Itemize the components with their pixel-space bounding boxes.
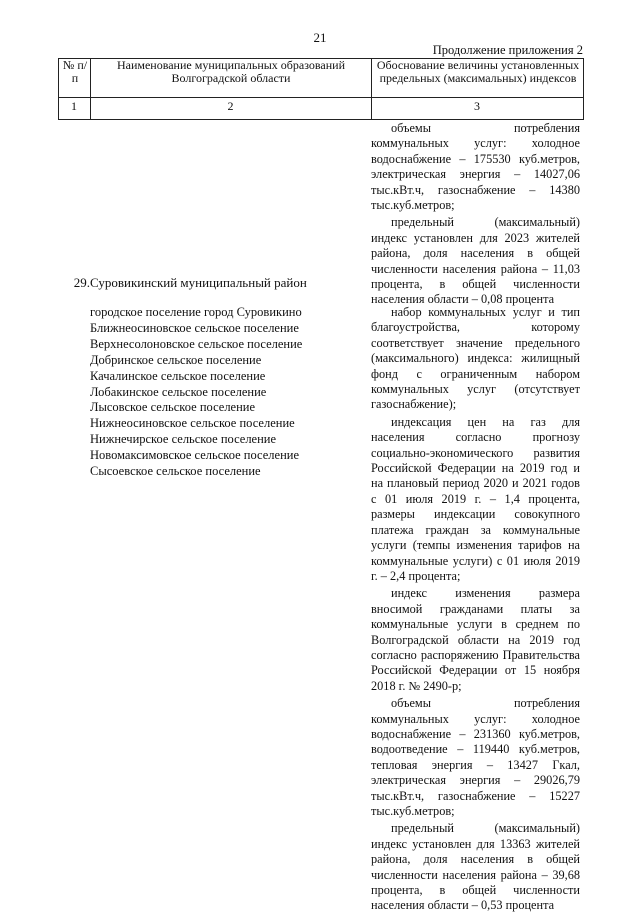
table-header xyxy=(58,58,584,120)
paragraph: объемы потребления коммунальных услуг: холодное водоснабжение – 231360 куб.метров, водоотведение – 119440 куб.метров, тепловая энергия – 13427 Гкал, электрическая энергия – 29026,79 тыс.кВт.ч, газоснабжение – 15227 тыс.куб.метров; xyxy=(371,696,580,818)
page-number: 21 xyxy=(313,30,327,45)
list-item: городское поселение город Суровикино xyxy=(90,305,302,319)
list-item: Лобакинское сельское поселение xyxy=(90,384,267,399)
list-item: Ближнеосиновское сельское поселение xyxy=(90,320,299,335)
list-item: Нижнечирское сельское поселение xyxy=(90,432,277,447)
paragraph: предельный (максимальный) индекс установлен для 2023 жителей района, доля населения в общей численности населения района – 11,03 процента, в общей численности населения области – 0,08 процента xyxy=(371,215,580,307)
header-col-number: № п/п xyxy=(62,58,88,85)
row-number: 29. xyxy=(73,275,90,290)
paragraph: набор коммунальных услуг и тип благоустройства, которому соответствует значение предельного (максимального) индекса: жилищный фонд с ограниченным набором коммунальных услуг (отсутствует газоснабжение); xyxy=(371,305,580,412)
settlements-list xyxy=(90,305,302,480)
list-item: Верхнесолоновское сельское поселение xyxy=(90,336,303,351)
list-item: Добринское сельское поселение xyxy=(90,352,262,367)
list-item: Качалинское сельское поселение xyxy=(90,368,266,383)
header-col-name: Наименование муниципальных образований Волгоградской области xyxy=(116,58,346,85)
row-justification xyxy=(371,305,580,916)
paragraph: индекс изменения размера вносимой гражданами платы за коммунальные услуги в среднем по Волгоградской области на 2019 год согласно распоряжению Правительства Российской Федерации от 15 ноября 2018 г. № 2490-р; xyxy=(371,586,580,693)
paragraph: предельный (максимальный) индекс установлен для 13363 жителей района, доля населения в общей численности населения района – 39,68 процента, в общей численности населения области – 0,53 процента xyxy=(371,821,580,913)
list-item: Лысовское сельское поселение xyxy=(90,400,256,415)
header-num-3: 3 xyxy=(474,99,480,113)
list-item: Новомаксимовское сельское поселение xyxy=(90,448,299,463)
list-item: Сысоевское сельское поселение xyxy=(90,464,261,479)
list-item: Нижнеосиновское сельское поселение xyxy=(90,416,295,431)
header-col-justification: Обоснование величины установленных предельных (максимальных) индексов xyxy=(376,58,580,85)
header-num-2: 2 xyxy=(227,99,234,113)
continuation-label: Продолжение приложения 2 xyxy=(432,43,583,57)
district-name: Суровикинский муниципальный район xyxy=(90,275,307,290)
paragraph: индексация цен на газ для населения согласно прогнозу социально-экономического развития Российской Федерации на 2019 год и на плановый период 2020 и 2021 годов с 01 июля 2019 г. – 1,4 процента, размеры индексации совокупного платежа граждан за коммунальные услуги (темпы изменения тарифов на коммунальные услуги) с 01 июля 2019 г. – 2,4 процента; xyxy=(371,414,580,583)
paragraph: объемы потребления коммунальных услуг: холодное водоснабжение – 175530 куб.метров, электрическая энергия – 14027,06 тыс.кВт.ч, газоснабжение – 14380 тыс.куб.метров; xyxy=(371,121,580,213)
header-num-1: 1 xyxy=(71,99,77,113)
prev-row-justification xyxy=(371,121,580,310)
